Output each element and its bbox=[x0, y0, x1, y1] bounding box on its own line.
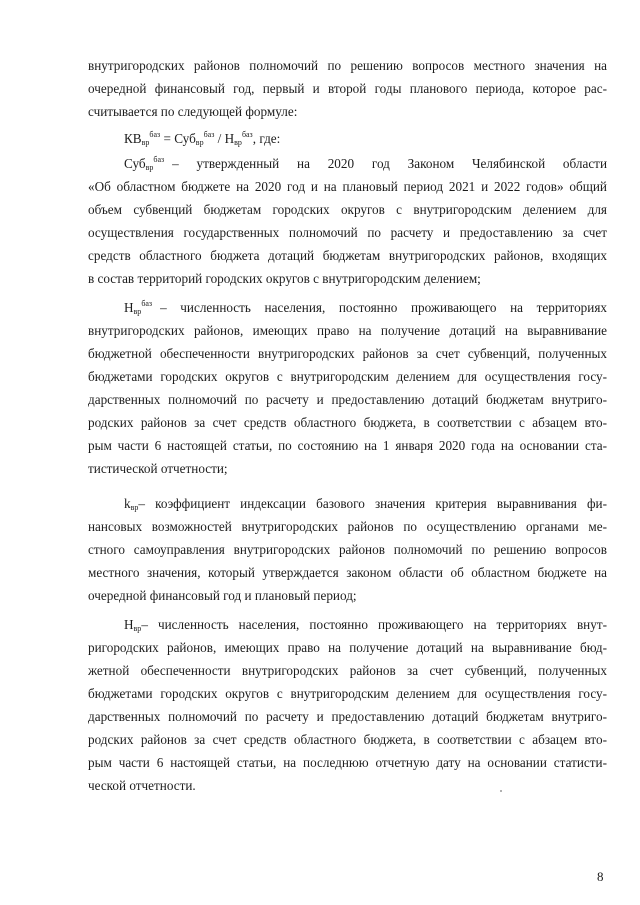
text-line: средств областного бюджета дотаций бюджетам внутригородских районов, входящих bbox=[88, 248, 607, 263]
text-line: очередной финансовый год, первый и второй годы планового периода, которое рас- bbox=[88, 81, 607, 96]
text-line: ригородских районов, имеющих право на получение дотаций на выравнивание бюд- bbox=[88, 640, 607, 655]
text-line: местного значения, который утверждается законом области об областном бюджете на bbox=[88, 565, 607, 580]
text-line: тистической отчетности; bbox=[88, 461, 228, 476]
text-line: нансовых возможностей внутригородских районов по осуществлению органами ме- bbox=[88, 519, 607, 534]
text-line: рым части 6 настоящей статьи, по состоянию на 1 января 2020 года на основании ста- bbox=[88, 438, 607, 453]
formula: $КВ_{вр}^{баз} = Суб_{вр}^{баз} / Н_{вр}^{баз}$, где: bbox=[124, 130, 281, 147]
text-line: родских районов за счет средств областного бюджета, в соответствии с абзацем вто- bbox=[88, 732, 607, 747]
text-line: в состав территорий городских округов с внутригородским делением; bbox=[88, 271, 481, 286]
text-line: стного самоуправления внутригородских районов полномочий по решению вопросов bbox=[88, 542, 607, 557]
text-line: дарственных полномочий по расчету и предоставлению дотаций бюджетам внутриго- bbox=[88, 709, 607, 724]
term-symbol: Суб$_{вр}^{баз}$ bbox=[124, 155, 165, 172]
text-line: бюджетной обеспеченности внутригородских районов за счет субвенций, полученных bbox=[88, 346, 607, 361]
text-line: дарственных полномочий по расчету и предоставлению дотаций бюджетам внутриго- bbox=[88, 392, 607, 407]
text-line: считывается по следующей формуле: bbox=[88, 104, 298, 119]
scan-speck bbox=[500, 790, 502, 792]
term-line: $Н_{вр}$ – численность населения, постоянно проживающего на территориях внут- bbox=[124, 617, 607, 633]
text-line: бюджетами городских округов с внутригородским делением для осуществления госу- bbox=[88, 369, 607, 384]
text-line: очередной финансовый год и плановый период; bbox=[88, 588, 357, 603]
term-symbol: $Н_{вр}^{баз}$ bbox=[124, 299, 153, 316]
term-line: Суб$_{вр}^{баз}$ – утвержденный на 2020 год Законом Челябинской области bbox=[124, 155, 607, 172]
text-line: бюджетами городских округов с внутригородским делением для осуществления госу- bbox=[88, 686, 607, 701]
text-line: осуществления государственных полномочий по расчету и предоставлению за счет bbox=[88, 225, 607, 240]
term-symbol: $k_{вр}$ bbox=[124, 496, 139, 512]
text-line: жетной обеспеченности внутригородских районов за счет субвенций, полученных bbox=[88, 663, 607, 678]
text-line: «Об областном бюджете на 2020 год и на плановый период 2021 и 2022 годов» общий bbox=[88, 179, 607, 194]
text-line: объем субвенций бюджетам городских округов с внутригородским делением для bbox=[88, 202, 607, 217]
text-line: рым части 6 настоящей статьи, на последнюю отчетную дату на основании статисти- bbox=[88, 755, 607, 770]
text-line: внутригородских районов, имеющих право на получение дотаций на выравнивание bbox=[88, 323, 607, 338]
text-line: ческой отчетности. bbox=[88, 778, 196, 793]
text-line: родских районов за счет средств областного бюджета, в соответствии с абзацем вто- bbox=[88, 415, 607, 430]
term-symbol: $Н_{вр}$ bbox=[124, 617, 142, 633]
text-line: внутригородских районов полномочий по решению вопросов местного значения на bbox=[88, 58, 607, 73]
term-line: $k_{вр}$ – коэффициент индексации базового значения критерия выравнивания фи- bbox=[124, 496, 607, 512]
term-line: $Н_{вр}^{баз}$ – численность населения, постоянно проживающего на территориях bbox=[124, 299, 607, 316]
page-number: 8 bbox=[597, 869, 604, 884]
